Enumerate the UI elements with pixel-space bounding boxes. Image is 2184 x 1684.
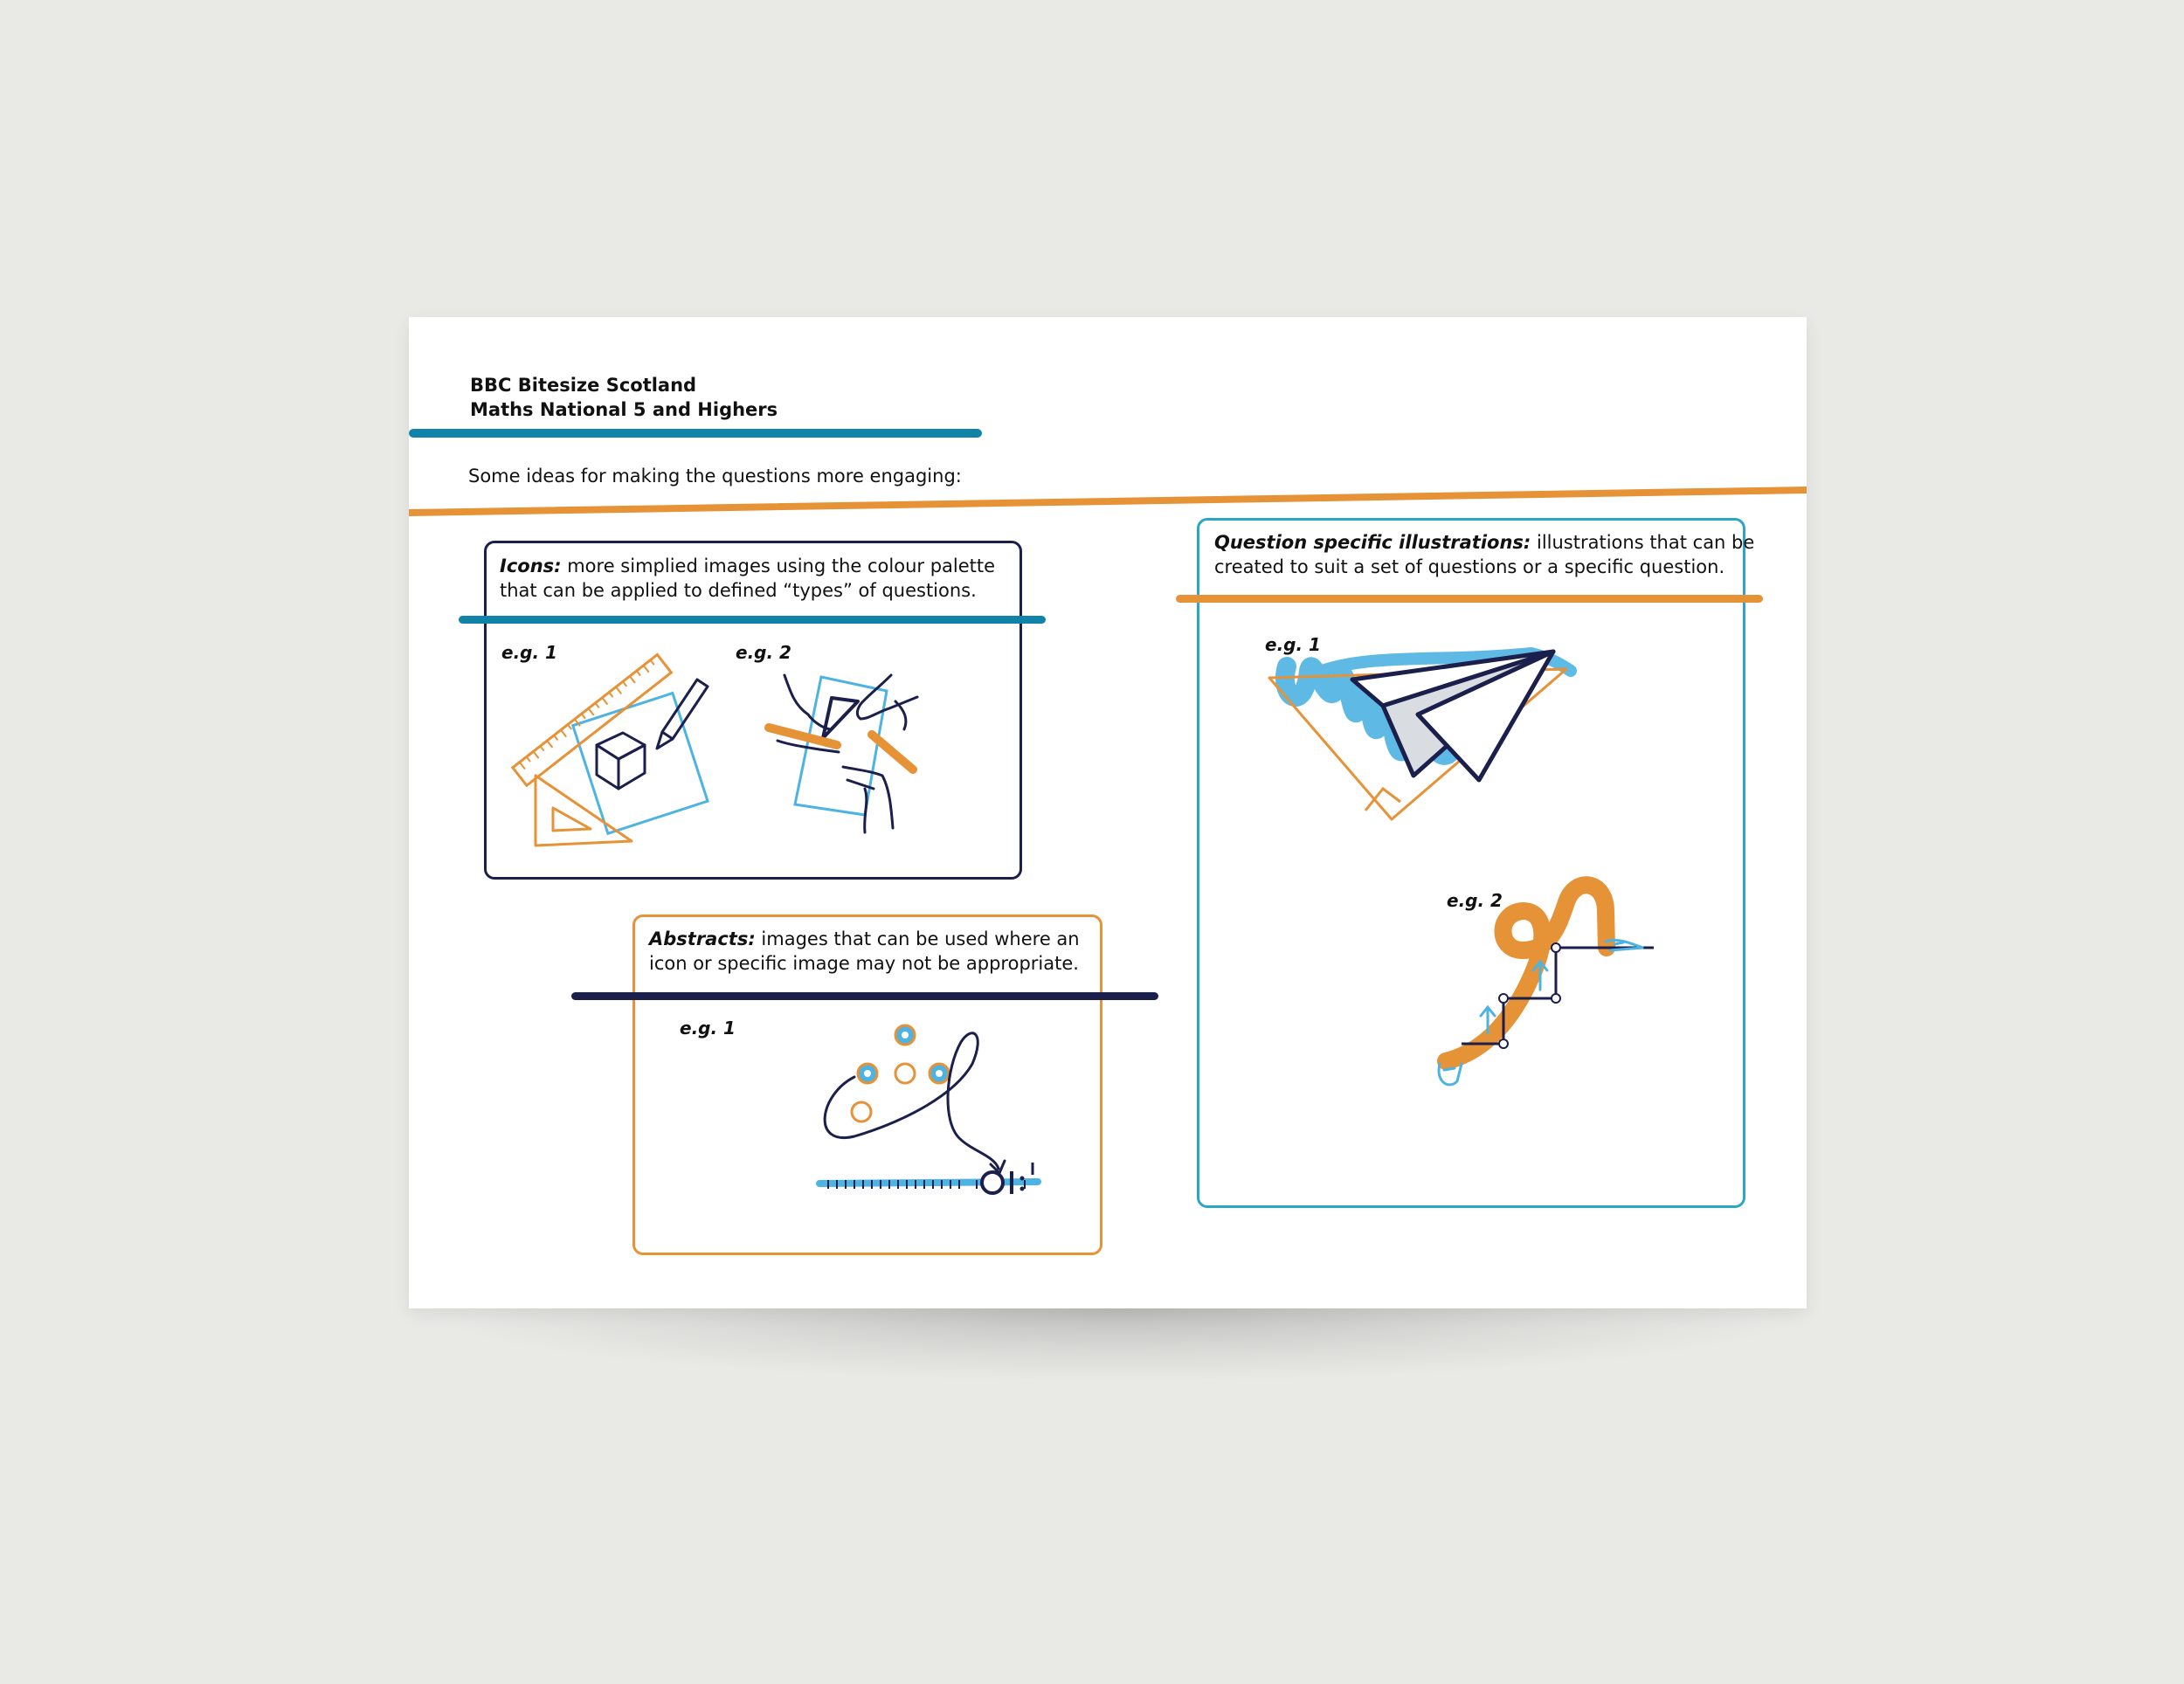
qsi-eg2-label: e.g. 2: [1447, 890, 1503, 911]
abstracts-eg1-label: e.g. 1: [680, 1018, 736, 1039]
abstracts-description: Abstracts: images that can be used where an icon or specific image may not be appropriate.: [649, 928, 1080, 974]
header-line-1: BBC Bitesize Scotland: [470, 375, 697, 396]
icons-title: Icons:: [500, 556, 562, 576]
qsi-divider-orange: [1176, 595, 1763, 603]
geometry-tools-icon: [514, 649, 715, 850]
abstracts-divider-navy: [571, 992, 1158, 1000]
hands-drawing-icon: [760, 666, 970, 841]
icons-divider-teal: [459, 616, 1046, 624]
qsi-description: Question specific illustrations: illustrations that can be created to suit a set of questions or a specific question.: [1214, 532, 1755, 577]
header-line-2: Maths National 5 and Highers: [470, 399, 778, 420]
qsi-eg1-label: e.g. 1: [1265, 634, 1321, 655]
qsi-section-box: [1197, 518, 1745, 1208]
icons-eg1-label: e.g. 1: [501, 642, 557, 663]
icons-eg2-label: e.g. 2: [736, 642, 791, 663]
stairs-climbing-illustration: [1435, 876, 1724, 1077]
subtitle-divider-orange: [409, 317, 1807, 544]
qsi-title: Question specific illustrations:: [1214, 532, 1531, 553]
icons-description: Icons: more simplied images using the colour palette that can be applied to defined “types” of questions.: [500, 556, 996, 601]
document-sheet: [409, 317, 1807, 1308]
abstract-circles-scribble: [732, 1016, 1116, 1191]
page-subtitle: Some ideas for making the questions more engaging:: [468, 466, 962, 487]
paper-plane-illustration: [1269, 645, 1601, 837]
abstracts-title: Abstracts:: [649, 928, 756, 949]
